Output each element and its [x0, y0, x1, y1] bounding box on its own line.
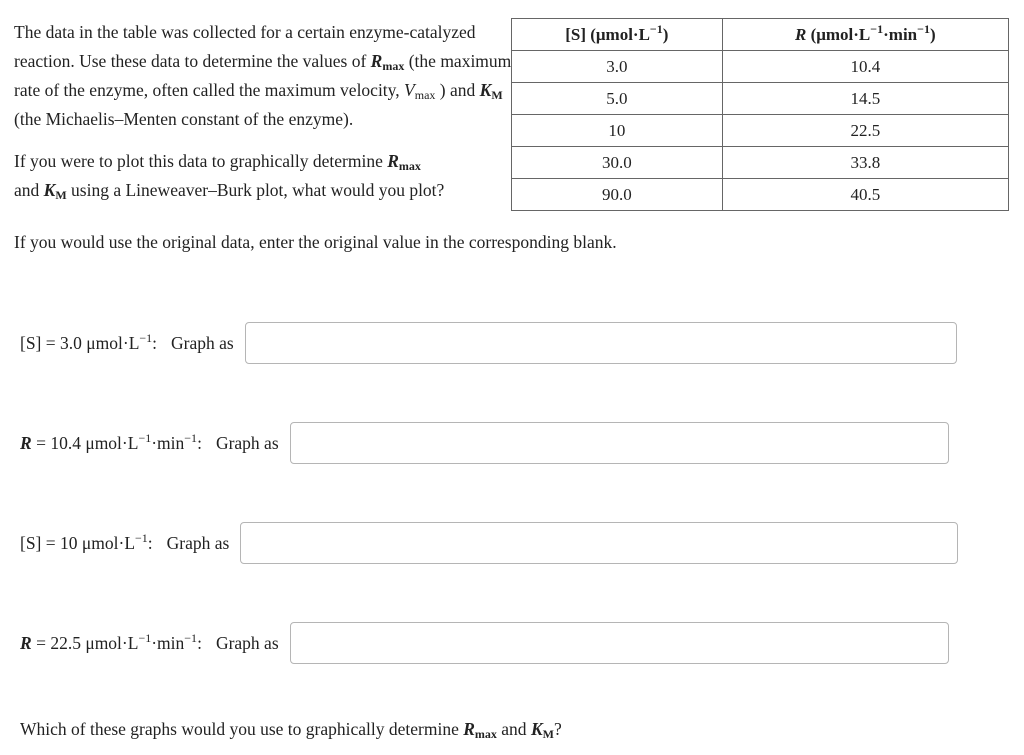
cell-r: 14.5	[722, 83, 1008, 115]
cell-s: 5.0	[512, 83, 723, 115]
answer-label-s-3: [S] = 3.0 $\mu mol\cdot L^{-1}$:	[20, 330, 158, 353]
answer-row-s-10	[20, 522, 958, 564]
answer-row-r-22-5	[20, 622, 949, 664]
problem-intro	[14, 18, 514, 205]
col-s-header: [S] $(\mu mol\cdot L^{-1})$	[512, 19, 723, 51]
graph-as-label: Graph as	[215, 432, 279, 453]
answer-row-s-3	[20, 322, 957, 364]
cell-s: 3.0	[512, 51, 723, 83]
table-row	[512, 83, 1009, 115]
answer-input-s-3[interactable]	[245, 322, 957, 364]
cell-r: 10.4	[722, 51, 1008, 83]
final-question: Which of these graphs would you use to graphically determine $R_{max}$ and $K_M$?	[20, 719, 562, 741]
answer-input-s-10[interactable]	[240, 522, 958, 564]
data-table	[511, 18, 1009, 211]
table-row	[512, 179, 1009, 211]
table-row	[512, 147, 1009, 179]
cell-s: 30.0	[512, 147, 723, 179]
graph-as-label: Graph as	[171, 332, 234, 353]
table-header-row	[512, 19, 1009, 51]
cell-s: 90.0	[512, 179, 723, 211]
answer-input-r-22-5[interactable]	[290, 622, 949, 664]
intro-paragraph-3: If you would use the original data, enter the original value in the corresponding blank.	[14, 232, 617, 252]
cell-r: 40.5	[722, 179, 1008, 211]
answer-row-r-10-4	[20, 422, 949, 464]
answer-label-r-22-5: R = 22.5 $\mu mol\cdot L^{-1}\cdot\min^{-1}$:	[20, 630, 202, 653]
graph-as-label: Graph as	[166, 532, 230, 553]
cell-r: 33.8	[722, 147, 1008, 179]
answer-input-r-10-4[interactable]	[290, 422, 949, 464]
intro-paragraph-1: The data in the table was collected for a certain enzyme-catalyzed reaction. Use these data to determine the values of $R_{max}$ (the maximum rate of the enzyme, often called the maximum velocity, $V_{max}$ ) and $K_M$ (the Michaelis–Menten constant of the enzyme).	[14, 22, 512, 129]
intro-paragraph-2: If you were to plot this data to graphically determine $R_{max}$ and $K_M$ using a Lineweaver–Burk plot, what would you plot?	[14, 151, 445, 202]
cell-s: 10	[512, 115, 723, 147]
answer-label-s-10: [S] = 10 $\mu mol\cdot L^{-1}$:	[20, 530, 153, 553]
answer-label-r-10-4: R = 10.4 $\mu mol\cdot L^{-1}\cdot\min^{-1}$:	[20, 430, 202, 453]
table-row	[512, 51, 1009, 83]
graph-as-label: Graph as	[215, 632, 279, 653]
col-r-header: R $(\mu mol\cdot L^{-1}\cdot\min^{-1})$	[722, 19, 1008, 51]
cell-r: 22.5	[722, 115, 1008, 147]
table-row	[512, 115, 1009, 147]
